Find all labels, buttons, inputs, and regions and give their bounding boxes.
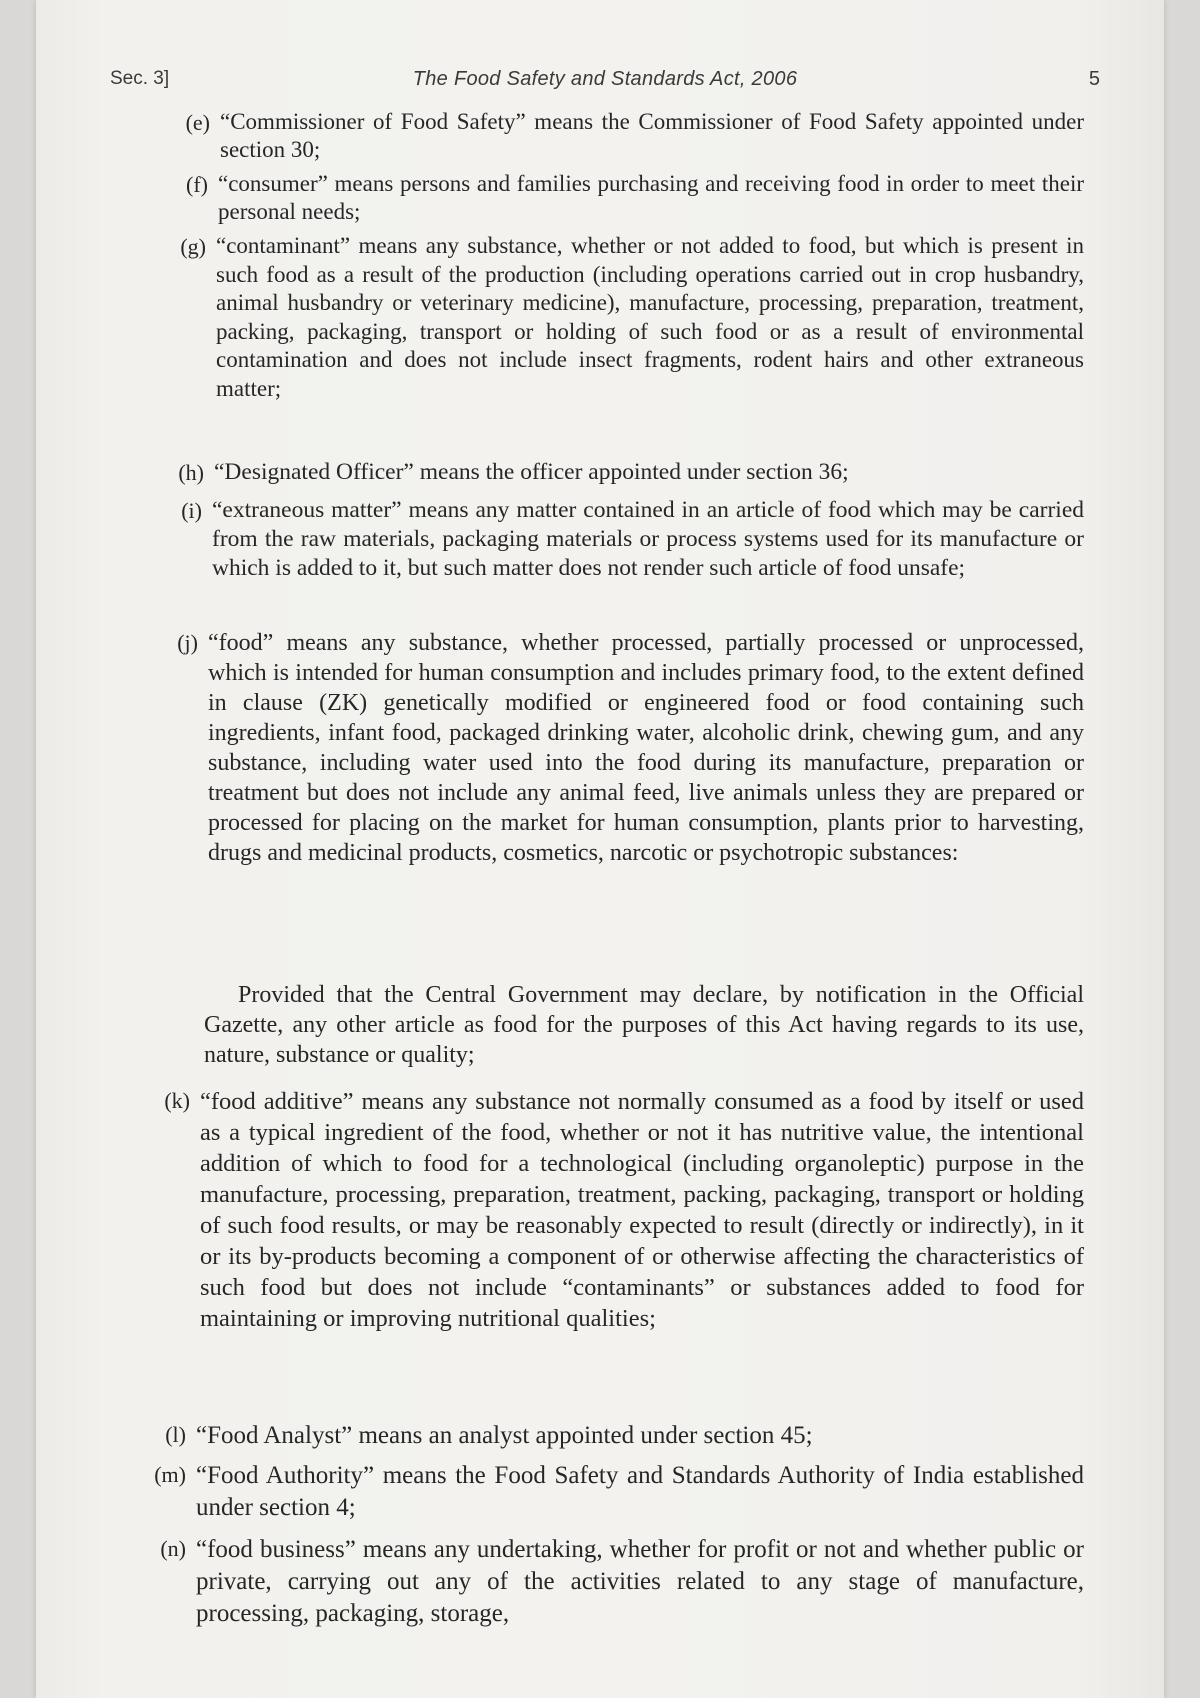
clause-text: “Commissioner of Food Safety” means the Commissioner of Food Safety appointed under section 30; (220, 109, 1084, 162)
clause-label: (m) (154, 1462, 186, 1487)
clause-label: (h) (178, 460, 204, 485)
clause-k (164, 1086, 1084, 1334)
clause-h (178, 458, 1084, 487)
clause-label: (e) (185, 110, 210, 135)
clause-label: (k) (164, 1088, 190, 1113)
document-page (36, 0, 1164, 1698)
clause-text: “food business” means any undertaking, whether for profit or not and whether public or private, carrying out any of the activities related to any stage of manufacture, processing, packaging, storage, (196, 1536, 1084, 1627)
clause-e (185, 108, 1084, 164)
clause-label: (g) (180, 234, 206, 259)
clause-label: (l) (165, 1422, 186, 1447)
clause-text: “contaminant” means any substance, whether or not added to food, but which is present in such food as a result of the production (including operations carried out in crop husbandry, animal husbandry or veterinary medicine), manufacture, processing, preparation, treatment, packing, packaging, transport or holding of such food or as a result of environmental contamination and does not include insect fragments, rodent hairs and other extraneous matter; (216, 233, 1084, 401)
act-title: The Food Safety and Standards Act, 2006 (412, 68, 798, 90)
clause-m (154, 1460, 1084, 1524)
clause-j (177, 628, 1084, 868)
clause-text: “food” means any substance, whether processed, partially processed or unprocessed, which is intended for human consumption and includes primary food, to the extent defined in clause (ZK) genetically modified or engineered food or food containing such ingredients, infant food, packaged drinking water, alcoholic drink, chewing gum, and any substance, including water used into the food during its manufacture, preparation or treatment but does not include any animal feed, live animals unless they are prepared or processed for placing on the market for human consumption, plants prior to harvesting, drugs and medicinal products, cosmetics, narcotic or psychotropic substances: (208, 630, 1084, 866)
clause-label: (n) (160, 1536, 186, 1561)
clause-label: (j) (177, 630, 198, 655)
page-number: 5 (1088, 68, 1100, 90)
clause-text: “consumer” means persons and families purchasing and receiving food in order to meet their personal needs; (218, 171, 1084, 224)
clause-g (180, 232, 1084, 403)
clause-label: (f) (186, 172, 208, 197)
clause-i (181, 496, 1084, 583)
clause-text: “Designated Officer” means the officer appointed under section 36; (214, 459, 849, 485)
clause-n (160, 1534, 1084, 1630)
clause-text: “extraneous matter” means any matter contained in an article of food which may be carried from the raw materials, packaging materials or process systems used for its manufacture or which is added to it, but such matter does not render such article of food unsafe; (212, 497, 1084, 581)
section-reference: Sec. 3] (110, 68, 170, 89)
clause-l (165, 1420, 1084, 1452)
clause-label: (i) (181, 498, 202, 523)
clause-f (186, 170, 1084, 226)
running-header (110, 68, 1100, 98)
clause-text: “Food Analyst” means an analyst appointed under section 45; (196, 1422, 813, 1449)
clause-text: “Food Authority” means the Food Safety and Standards Authority of India established under section 4; (196, 1462, 1084, 1521)
clause-text: “food additive” means any substance not normally consumed as a food by itself or used as a typical ingredient of the food, whether or not it has nutritive value, the intentional addition of which to food for a technological (including organoleptic) purpose in the manufacture, processing, preparation, treatment, packing, packaging, transport or holding of such food results, or may be reasonably expected to result (directly or indirectly), in it or its by-products becoming a component of or otherwise affecting the characteristics of such food but does not include “contaminants” or substances added to food for maintaining or improving nutritional qualities; (200, 1088, 1084, 1332)
clause-j-proviso: Provided that the Central Government may declare, by notification in the Official Gazette, any other article as food for the purposes of this Act having regards to its use, nature, substance or quality; (204, 982, 1084, 1068)
